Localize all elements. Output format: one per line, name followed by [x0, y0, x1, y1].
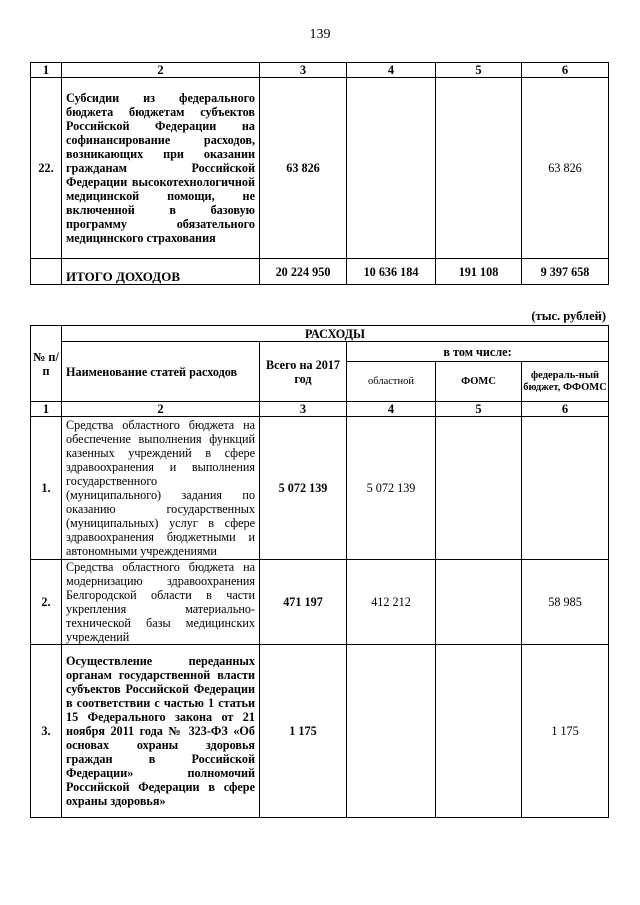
table-row	[31, 78, 609, 259]
col-number: 3	[260, 63, 347, 78]
row-number: 3.	[31, 645, 62, 818]
regional-value: 10 636 184	[347, 259, 436, 285]
name-header: Наименование статей расходов	[62, 342, 260, 402]
regional-header: областной	[347, 362, 436, 402]
column-number-row	[31, 402, 609, 417]
col-number: 6	[522, 402, 609, 417]
total-row	[31, 259, 609, 285]
foms-value	[436, 78, 522, 259]
total-value: 5 072 139	[260, 417, 347, 560]
col-number: 5	[436, 63, 522, 78]
regional-value	[347, 645, 436, 818]
col-number: 4	[347, 63, 436, 78]
row-number: 2.	[31, 560, 62, 645]
header-row	[31, 342, 609, 362]
total-label: ИТОГО ДОХОДОВ	[62, 259, 260, 285]
total-value: 471 197	[260, 560, 347, 645]
col-number: 6	[522, 63, 609, 78]
col-number: 2	[62, 402, 260, 417]
foms-value: 191 108	[436, 259, 522, 285]
regional-value: 412 212	[347, 560, 436, 645]
total-value: 63 826	[260, 78, 347, 259]
federal-value	[522, 417, 609, 560]
table-row	[31, 560, 609, 645]
expenses-table	[30, 325, 609, 818]
foms-value	[436, 417, 522, 560]
including-header: в том числе:	[347, 342, 609, 362]
section-title: РАСХОДЫ	[62, 326, 609, 342]
page-number: 139	[309, 27, 331, 42]
col-number: 1	[31, 63, 62, 78]
federal-value: 63 826	[522, 78, 609, 259]
federal-header: федераль-ный бюджет, ФФОМС	[522, 362, 609, 402]
num-header: № п/п	[31, 326, 62, 402]
row-name: Осуществление переданных органам государственной власти субъектов Российской Федерации в соответствии с частью 1 статьи 15 Федерального закона от 21 ноября 2011 года № 323-ФЗ «Об основах охраны здоровья граждан в Российской Федерации» полномочий Российской Федерации в сфере охраны здоровья»	[62, 645, 260, 818]
section-header-row	[31, 326, 609, 342]
col-number: 5	[436, 402, 522, 417]
row-number: 1.	[31, 417, 62, 560]
col-number: 2	[62, 63, 260, 78]
table-row	[31, 645, 609, 818]
total-header: Всего на 2017 год	[260, 342, 347, 402]
foms-header: ФОМС	[436, 362, 522, 402]
regional-value: 5 072 139	[347, 417, 436, 560]
total-value: 20 224 950	[260, 259, 347, 285]
table-row	[31, 417, 609, 560]
foms-value	[436, 560, 522, 645]
col-number: 1	[31, 402, 62, 417]
foms-value	[436, 645, 522, 818]
federal-value: 1 175	[522, 645, 609, 818]
col-number: 4	[347, 402, 436, 417]
total-row-number	[31, 259, 62, 285]
regional-value	[347, 78, 436, 259]
federal-value: 9 397 658	[522, 259, 609, 285]
column-number-row	[31, 63, 609, 78]
row-number: 22.	[31, 78, 62, 259]
row-name: Средства областного бюджета на модернизацию здравоохранения Белгородской области в части укрепления материально-технической базы медицинских учреждений	[62, 560, 260, 645]
income-table	[30, 62, 609, 285]
row-name: Средства областного бюджета на обеспечение выполнения функций казенных учреждений в сфере здравоохранения и выполнения государственного (муниципального) задания по оказанию государственных (муниципальных) услуг в сфере здравоохранения бюджетными и автономными учреждениями	[62, 417, 260, 560]
unit-label: (тыс. рублей)	[531, 309, 606, 323]
total-value: 1 175	[260, 645, 347, 818]
federal-value: 58 985	[522, 560, 609, 645]
col-number: 3	[260, 402, 347, 417]
row-name: Субсидии из федерального бюджета бюджетам субъектов Российской Федерации на софинансирование расходов, возникающих при оказании гражданам Российской Федерации высокотехнологичной медицинской помощи, не включенной в базовую программу обязательного медицинского страхования	[62, 78, 260, 259]
